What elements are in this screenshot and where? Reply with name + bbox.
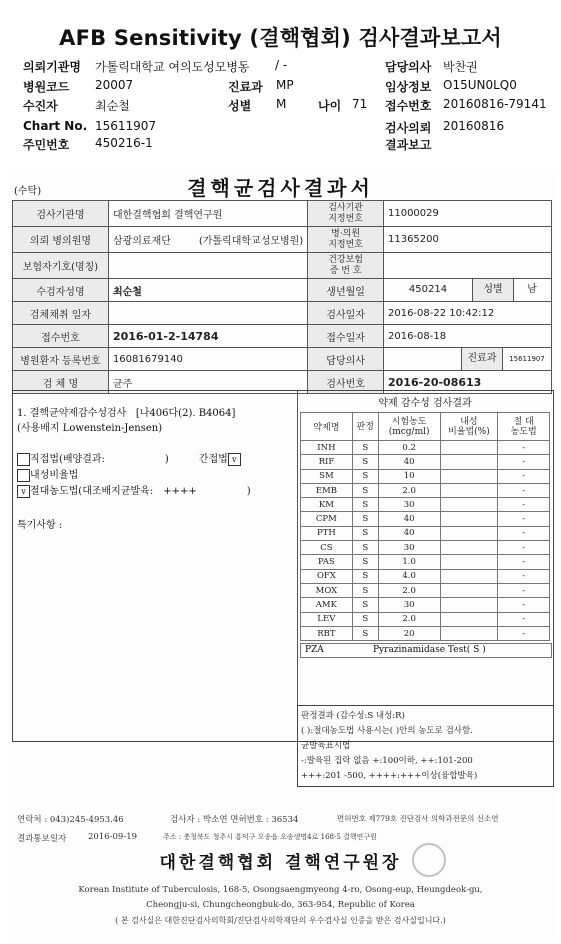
drug-row (301, 526, 550, 540)
drug-proportion (440, 441, 498, 455)
drug-row (301, 512, 550, 526)
drug-name: RIF (301, 455, 353, 469)
pza-row (300, 643, 552, 658)
drug-name: LEV (301, 612, 353, 626)
value-resident-no: 450216-1 (95, 136, 153, 150)
drug-concentration: 2.0 (378, 483, 440, 497)
label-chart-no: Chart No. (23, 119, 88, 133)
drug-header-conc: 시험농도 (mcg/ml) (378, 413, 440, 441)
drug-proportion (440, 498, 498, 512)
drug-proportion (440, 598, 498, 612)
pza-label: PZA (305, 645, 324, 655)
label-test-no: 검사번호 (308, 371, 384, 394)
drug-concentration: 4.0 (378, 569, 440, 583)
report-title: AFB Sensitivity (결핵협회) 검사결과보고서 (59, 26, 502, 50)
label-clinical-info: 임상정보 (385, 80, 432, 94)
footer-organization: 대한결핵협회 결핵연구원장 (159, 853, 402, 873)
value-clinical-info: O15UN0LQ0 (443, 78, 517, 92)
footer-contact: 연락처 : 043)245-4953.46 (17, 815, 124, 825)
value-test-no: 2016-20-08613 (383, 371, 551, 394)
drug-name: RBT (301, 626, 353, 640)
value-institution-no: 11000029 (383, 201, 551, 227)
drug-proportion (440, 483, 498, 497)
drug-row (301, 612, 550, 626)
value-test-date: 2016-08-22 10:42:12 (383, 302, 551, 325)
value-accession-no: 20160816-79141 (443, 97, 547, 111)
drug-concentration: 40 (378, 455, 440, 469)
value-dept-report: 15611907 (509, 355, 545, 363)
drug-result: S (352, 469, 378, 483)
value-hospital-name: 삼광의료재단 (112, 236, 171, 247)
pza-value: Pyrazinamidase Test( S ) (373, 645, 486, 655)
control-growth: ++++ (163, 486, 197, 497)
absolute-method-close: ) (246, 486, 251, 497)
drug-proportion (440, 626, 498, 640)
label-request-date: 검사의뢰 (385, 121, 432, 135)
drug-proportion (440, 526, 498, 540)
absolute-method-label: 절대농도법(대조배지균발육: (30, 486, 154, 497)
direct-method-label: 직접법(배양결과: (30, 454, 105, 465)
drug-absolute: - (498, 526, 550, 540)
drug-name: MOX (301, 583, 353, 597)
indirect-method-checkbox[interactable]: v (228, 453, 241, 466)
label-collection-date: 검체채취 일자 (13, 302, 109, 325)
footer-license: 면허번호 제779호 진단검사 의학과전문의 신소연 (337, 814, 499, 823)
label-requesting-institution: 의뢰기관명 (23, 60, 81, 74)
label-receipt-date: 접수일자 (308, 325, 384, 348)
drug-concentration: 30 (378, 541, 440, 555)
drug-concentration: 20 (378, 626, 440, 640)
proportion-method-checkbox[interactable] (17, 469, 30, 482)
drug-concentration: 0.2 (378, 441, 440, 455)
drug-proportion (440, 512, 498, 526)
label-sex-report: 성별 (472, 279, 514, 301)
drug-absolute: - (498, 569, 550, 583)
value-age: 71 (352, 97, 368, 111)
indirect-method-label: 간접법 (198, 454, 228, 465)
footer-english-2: Cheongju-si, Chungcheongbuk-do, 363-954, Republic of Korea (146, 900, 415, 910)
label-accession-no: 접수번호 (385, 99, 432, 113)
value-department: MP (276, 78, 294, 92)
drug-name: SM (301, 469, 353, 483)
label-patient-name: 수검자성명 (13, 279, 109, 302)
label-patient: 수진자 (23, 99, 58, 113)
drug-name: PTH (301, 526, 353, 540)
section-divider (297, 390, 298, 705)
value-referring-hospital (108, 227, 307, 253)
value-patient-name: 최순철 (108, 279, 307, 302)
drug-caption: 약제 감수성 검사결과 (378, 398, 472, 409)
drug-row (301, 441, 550, 455)
drug-row (301, 555, 550, 569)
drug-header-proportion: 내성 비율법(%) (440, 413, 498, 441)
drug-absolute: - (498, 441, 550, 455)
direct-method-checkbox[interactable] (17, 453, 30, 466)
drug-proportion (440, 555, 498, 569)
drug-header-name: 약제명 (301, 413, 353, 441)
footer-date-label: 결과통보일자 (17, 834, 67, 844)
label-test-date: 검사일자 (308, 302, 384, 325)
drug-absolute: - (498, 512, 550, 526)
test-code: [나406다(2). B4064] (135, 408, 236, 419)
label-sex: 성별 (228, 99, 252, 113)
drug-result: S (352, 598, 378, 612)
drug-concentration: 40 (378, 526, 440, 540)
judgement-line-3: 균발육표시법 (301, 741, 351, 751)
report-heading: 결핵균검사결과서 (187, 176, 374, 200)
value-receipt-no: 2016-01-2-14784 (108, 325, 307, 348)
value-request-date: 20160816 (443, 119, 505, 133)
direct-method-close: ) (164, 454, 169, 465)
footer-address: 주소 : 충청북도 청주시 흥덕구 오송읍 오송생명4로 168-5 결핵연구원 (163, 833, 377, 841)
drug-proportion (440, 612, 498, 626)
drug-row (301, 626, 550, 640)
drug-result: S (352, 555, 378, 569)
drug-absolute: - (498, 583, 550, 597)
drug-row (301, 598, 550, 612)
drug-concentration: 2.0 (378, 612, 440, 626)
drug-result: S (352, 583, 378, 597)
drug-proportion (440, 455, 498, 469)
report-tag: (수탁) (14, 186, 42, 197)
drug-table (300, 412, 550, 641)
drug-result: S (352, 612, 378, 626)
value-insurer (108, 253, 307, 279)
drug-result: S (352, 526, 378, 540)
drug-concentration: 30 (378, 598, 440, 612)
value-institution-extra: / - (275, 58, 288, 72)
footer-english-1: Korean Institute of Tuberculosis, 168-5, Osongsaengmyeong 4-ro, Osong-eup, Heungdeok-gu, (78, 885, 483, 895)
value-requesting-institution: 가톨릭대학교 여의도성모병동 (95, 60, 250, 74)
value-sex: M (276, 97, 287, 111)
drug-name: CS (301, 541, 353, 555)
judgement-line-4: -:발육된 집락 없음 +:100이하, ++:101-200 (301, 756, 473, 766)
drug-table-body (301, 441, 550, 641)
value-receipt-date: 2016-08-18 (383, 325, 551, 348)
value-hospital-sub: (가톨릭대학교성모병원) (198, 236, 304, 247)
drug-absolute: - (498, 455, 550, 469)
drug-name: KM (301, 498, 353, 512)
drug-result: S (352, 455, 378, 469)
drug-name: PAS (301, 555, 353, 569)
label-dob: 생년월일 (308, 279, 384, 302)
drug-absolute: - (498, 612, 550, 626)
label-institution-no: 검사기관 지정번호 (308, 201, 384, 227)
drug-row (301, 498, 550, 512)
value-test-institution: 대한결핵협회 결핵연구원 (108, 201, 307, 227)
medium-info: (사용배지 Lowenstein-Jensen) (17, 423, 163, 434)
label-receipt-no: 접수번호 (13, 325, 109, 348)
value-specimen: 균주 (108, 371, 307, 394)
drug-row (301, 455, 550, 469)
value-sex-report: 남 (527, 284, 537, 295)
judgement-text (301, 709, 477, 784)
drug-absolute: - (498, 541, 550, 555)
label-test-institution: 검사기관명 (13, 201, 109, 227)
judgement-line-2: ( ):절대농도법 사용시는( )안의 농도로 검사함. (301, 726, 473, 736)
drug-absolute: - (498, 483, 550, 497)
label-referring-hospital: 의뢰 병의원명 (13, 227, 109, 253)
drug-row (301, 483, 550, 497)
drug-concentration: 10 (378, 469, 440, 483)
drug-concentration: 40 (378, 512, 440, 526)
official-seal (412, 843, 446, 877)
value-registration-no: 16081679140 (108, 348, 307, 371)
value-chart-no: 15611907 (95, 119, 157, 133)
drug-absolute: - (498, 498, 550, 512)
judgement-line-5: +++:201 -500, ++++:+++이상(융합발육) (301, 771, 478, 781)
judgement-line-1: 판정결과 (감수성:S 내성:R) (301, 711, 405, 721)
absolute-method-checkbox[interactable]: v (17, 485, 30, 498)
drug-result: S (352, 483, 378, 497)
drug-name: EMB (301, 483, 353, 497)
test-name: 1. 결핵균약제감수성검사 (17, 408, 127, 419)
drug-result: S (352, 498, 378, 512)
drug-result: S (352, 541, 378, 555)
label-resident-no: 주민번호 (23, 138, 70, 152)
value-collection-date (108, 302, 307, 325)
label-dept-report: 진료과 (461, 348, 503, 370)
footer-date-value: 2016-09-19 (88, 832, 138, 842)
drug-row (301, 541, 550, 555)
drug-name: CPM (301, 512, 353, 526)
footer-certification: ( 본 검사실은 대한진단검사의학회/진단검사의학재단의 우수검사실 인증을 받은 검사실입니다.) (115, 916, 446, 925)
drug-result: S (352, 626, 378, 640)
value-doctor: 박찬권 (443, 60, 478, 74)
label-report-date: 결과보고 (385, 138, 432, 152)
drug-row (301, 569, 550, 583)
drug-header-absolute: 절 대 농도법 (498, 413, 550, 441)
drug-concentration: 1.0 (378, 555, 440, 569)
value-dob: 450214 (408, 284, 448, 295)
label-doctor: 담당의사 (385, 60, 432, 74)
drug-proportion (440, 541, 498, 555)
drug-row (301, 469, 550, 483)
drug-name: INH (301, 441, 353, 455)
drug-absolute: - (498, 555, 550, 569)
drug-result: S (352, 512, 378, 526)
drug-header-result: 판정 (352, 413, 378, 441)
drug-name: OFX (301, 569, 353, 583)
drug-proportion (440, 583, 498, 597)
drug-concentration: 30 (378, 498, 440, 512)
value-hospital-code: 20007 (95, 78, 134, 92)
label-age: 나이 (318, 99, 342, 113)
method-panel (17, 404, 251, 531)
drug-result: S (352, 441, 378, 455)
drug-absolute: - (498, 626, 550, 640)
drug-name: AMK (301, 598, 353, 612)
drug-proportion (440, 569, 498, 583)
drug-proportion (440, 469, 498, 483)
drug-absolute: - (498, 598, 550, 612)
drug-result: S (352, 569, 378, 583)
label-attending-doctor: 담당의사 (308, 348, 384, 371)
label-insurance-no: 건강보험 증 번 호 (308, 253, 384, 279)
label-hospital-code: 병원코드 (23, 80, 70, 94)
drug-row (301, 583, 550, 597)
label-hospital-no: 병·의원 지정번호 (308, 227, 384, 253)
label-insurer: 보험자기호(명칭) (13, 253, 109, 279)
value-patient: 최순철 (95, 99, 130, 113)
proportion-method-label: 내성비율법 (30, 470, 79, 481)
drug-absolute: - (498, 469, 550, 483)
info-table (12, 200, 552, 394)
label-registration-no: 병원환자 등록번호 (13, 348, 109, 371)
footer-tester: 검사자 : 박소연 면허번호 : 36534 (170, 815, 299, 825)
value-insurance-no (383, 253, 551, 279)
special-notes-label: 특기사항 : (17, 520, 63, 531)
label-department: 진료과 (228, 80, 263, 94)
label-specimen: 검 체 명 (13, 371, 109, 394)
drug-concentration: 2.0 (378, 583, 440, 597)
value-hospital-no: 11365200 (383, 227, 551, 253)
